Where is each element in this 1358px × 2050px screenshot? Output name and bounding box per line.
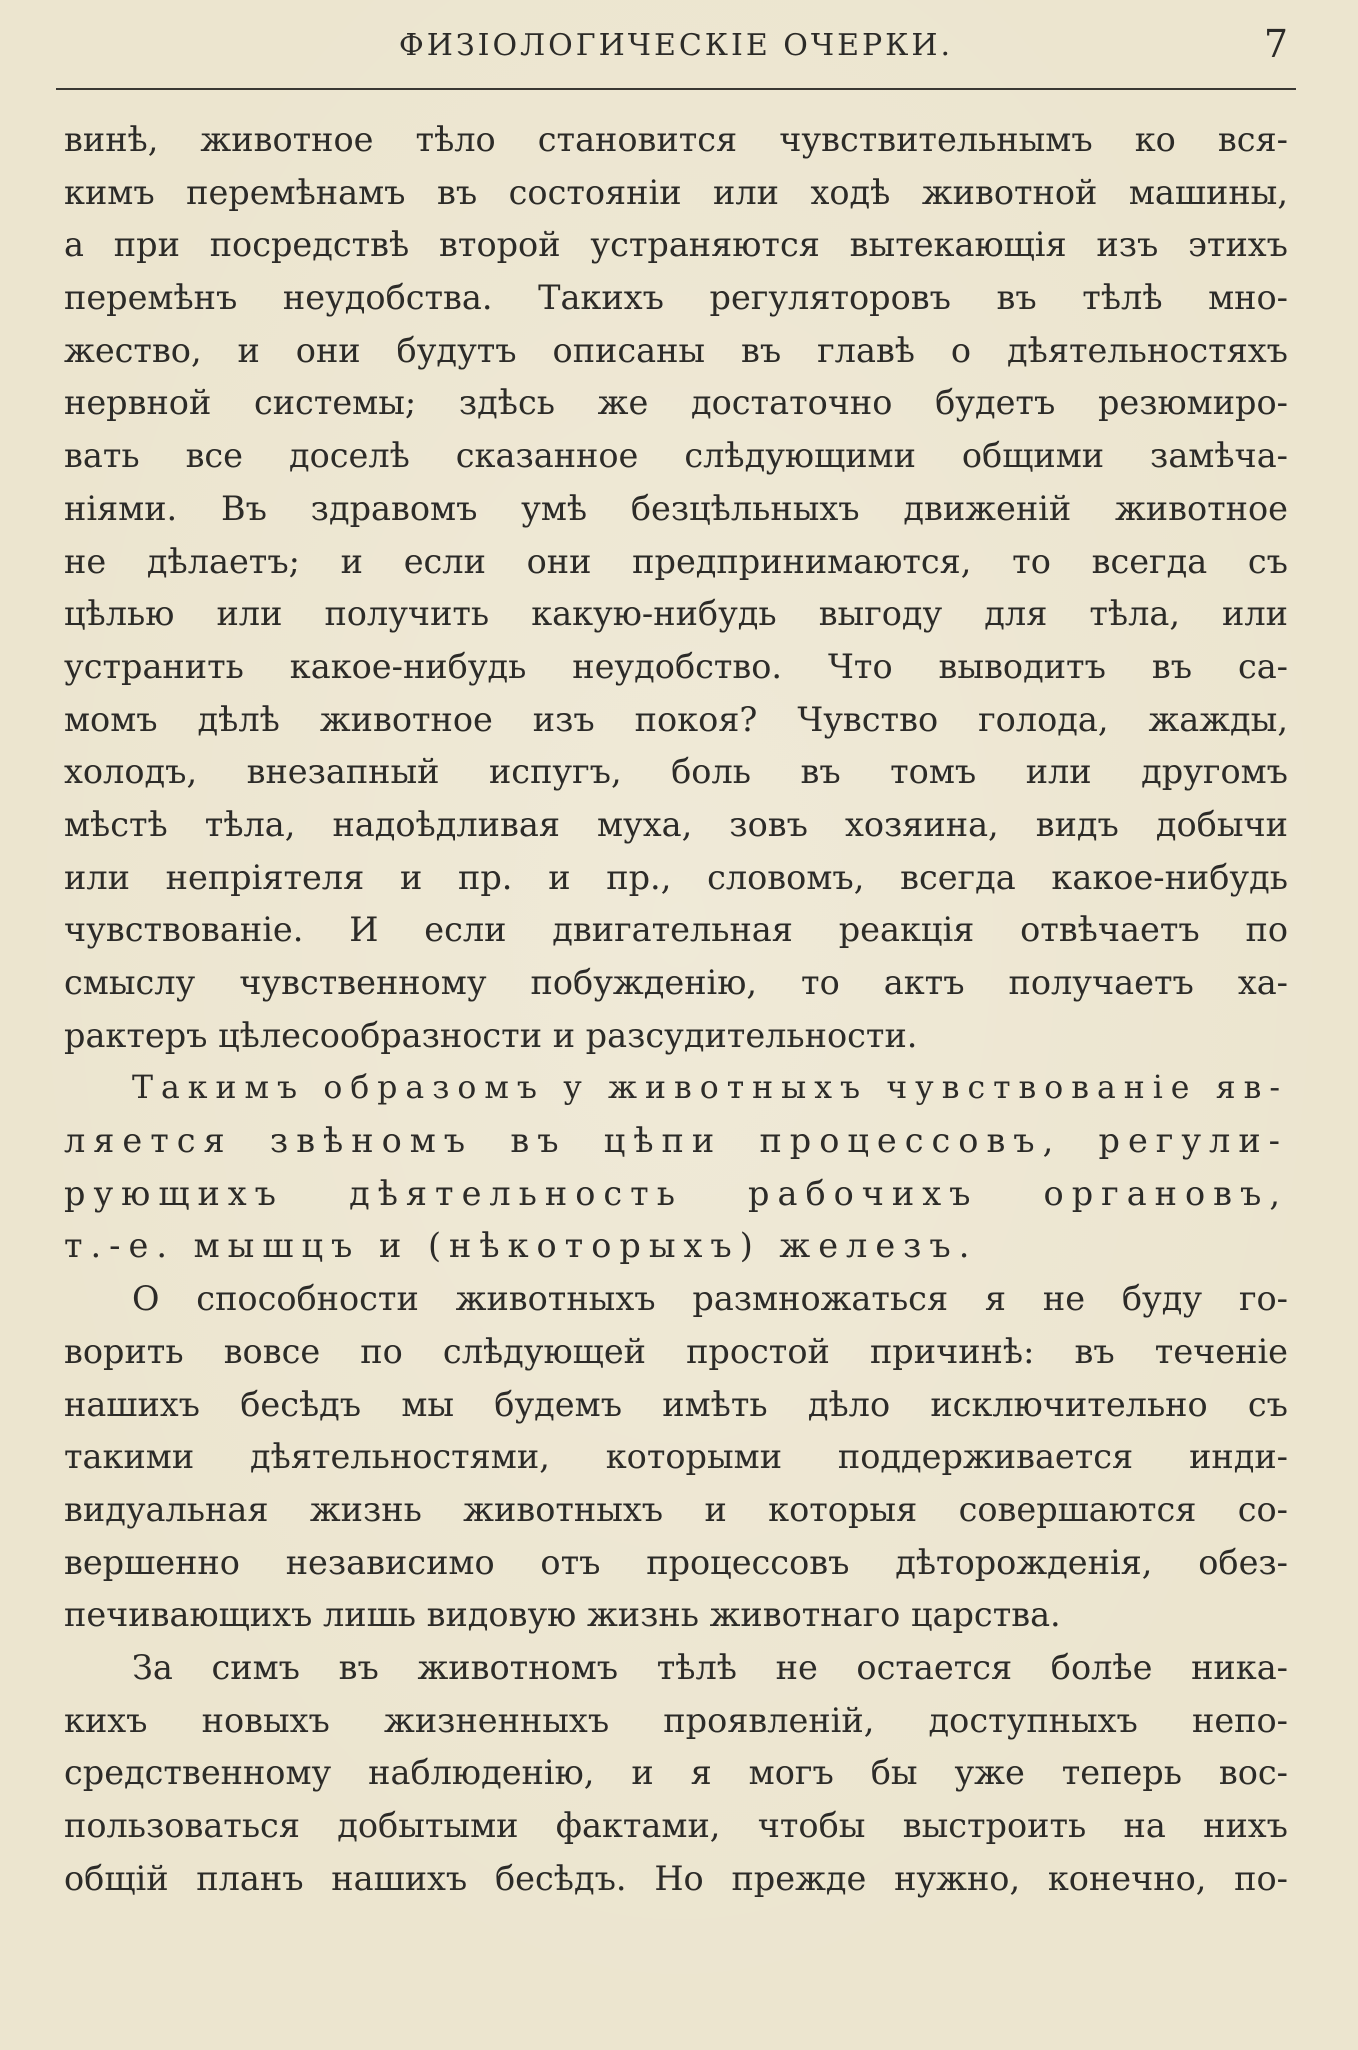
running-title: ФИЗІОЛОГИЧЕСКІЕ ОЧЕРКИ. <box>398 28 954 63</box>
text-line: нервной системы; здѣсь же достаточно будетъ резюмиро- <box>64 383 1288 423</box>
text-line: средственному наблюденію, и я могъ бы уже теперь вос- <box>64 1753 1288 1793</box>
text-line: кимъ перемѣнамъ въ состояніи или ходѣ животной машины, <box>64 172 1288 212</box>
text-line: рующихъ дѣятельность рабочихъ органовъ, <box>64 1173 1288 1213</box>
body-text <box>64 114 1288 1905</box>
text-line: жество, и они будутъ описаны въ главѣ о дѣятельностяхъ <box>64 330 1288 370</box>
page-number: 7 <box>1263 22 1288 66</box>
text-line: момъ дѣлѣ животное изъ покоя? Чувство голода, жажды, <box>64 699 1288 739</box>
text-line: такими дѣятельностями, которыми поддерживается инди- <box>64 1437 1288 1477</box>
text-line: нашихъ бесѣдъ мы будемъ имѣть дѣло исключительно съ <box>64 1384 1288 1424</box>
text-line: печивающихъ лишь видовую жизнь животнаго царства. <box>64 1595 1061 1635</box>
header-rule <box>56 88 1296 90</box>
text-line: т.-е. мышцъ и (нѣкоторыхъ) железъ. <box>64 1226 978 1266</box>
text-line: ворить вовсе по слѣдующей простой причинѣ: въ теченіе <box>64 1331 1288 1371</box>
text-line: вать все доселѣ сказанное слѣдующими общими замѣча- <box>64 436 1288 476</box>
text-line: холодъ, внезапный испугъ, боль въ томъ или другомъ <box>64 752 1288 792</box>
text-line: кихъ новыхъ жизненныхъ проявленій, доступныхъ непо- <box>64 1700 1288 1740</box>
text-line: За симъ въ животномъ тѣлѣ не остается болѣе ника- <box>132 1647 1288 1687</box>
text-line: цѣлью или получить какую-нибудь выгоду для тѣла, или <box>64 594 1288 634</box>
text-line: общій планъ нашихъ бесѣдъ. Но прежде нужно, конечно, по- <box>64 1858 1288 1898</box>
text-line: вершенно независимо отъ процессовъ дѣторожденія, обез- <box>64 1542 1288 1582</box>
page-header <box>56 22 1296 92</box>
text-line: мѣстѣ тѣла, надоѣдливая муха, зовъ хозяина, видъ добычи <box>64 804 1288 844</box>
text-line: ніями. Въ здравомъ умѣ безцѣльныхъ движеній животное <box>64 488 1288 528</box>
text-line: рактеръ цѣлесообразности и разсудительности. <box>64 1015 918 1055</box>
text-line: или непріятеля и пр. и пр., словомъ, всегда какое-нибудь <box>64 857 1288 897</box>
text-line: винѣ, животное тѣло становится чувствительнымъ ко вся- <box>64 120 1288 159</box>
text-line: ляется звѣномъ въ цѣпи процессовъ, регули- <box>64 1121 1288 1161</box>
text-line: а при посредствѣ второй устраняются вытекающія изъ этихъ <box>64 225 1288 265</box>
text-line: Такимъ образомъ у животныхъ чувствованіе яв- <box>132 1070 1288 1107</box>
text-line: устранить какое-нибудь неудобство. Что выводитъ въ са- <box>64 646 1288 686</box>
text-line: смыслу чувственному побужденію, то актъ получаетъ ха- <box>64 963 1288 1002</box>
text-line: не дѣлаетъ; и если они предпринимаются, то всегда съ <box>64 541 1288 581</box>
text-line: пользоваться добытыми фактами, чтобы выстроить на нихъ <box>64 1806 1288 1845</box>
text-line: видуальная жизнь животныхъ и которыя совершаются со- <box>64 1489 1288 1529</box>
text-line: чувствованіе. И если двигательная реакція отвѣчаетъ по <box>64 910 1288 950</box>
text-line: перемѣнъ неудобства. Такихъ регуляторовъ въ тѣлѣ мно- <box>64 278 1288 318</box>
text-line: О способности животныхъ размножаться я не буду го- <box>132 1279 1288 1319</box>
